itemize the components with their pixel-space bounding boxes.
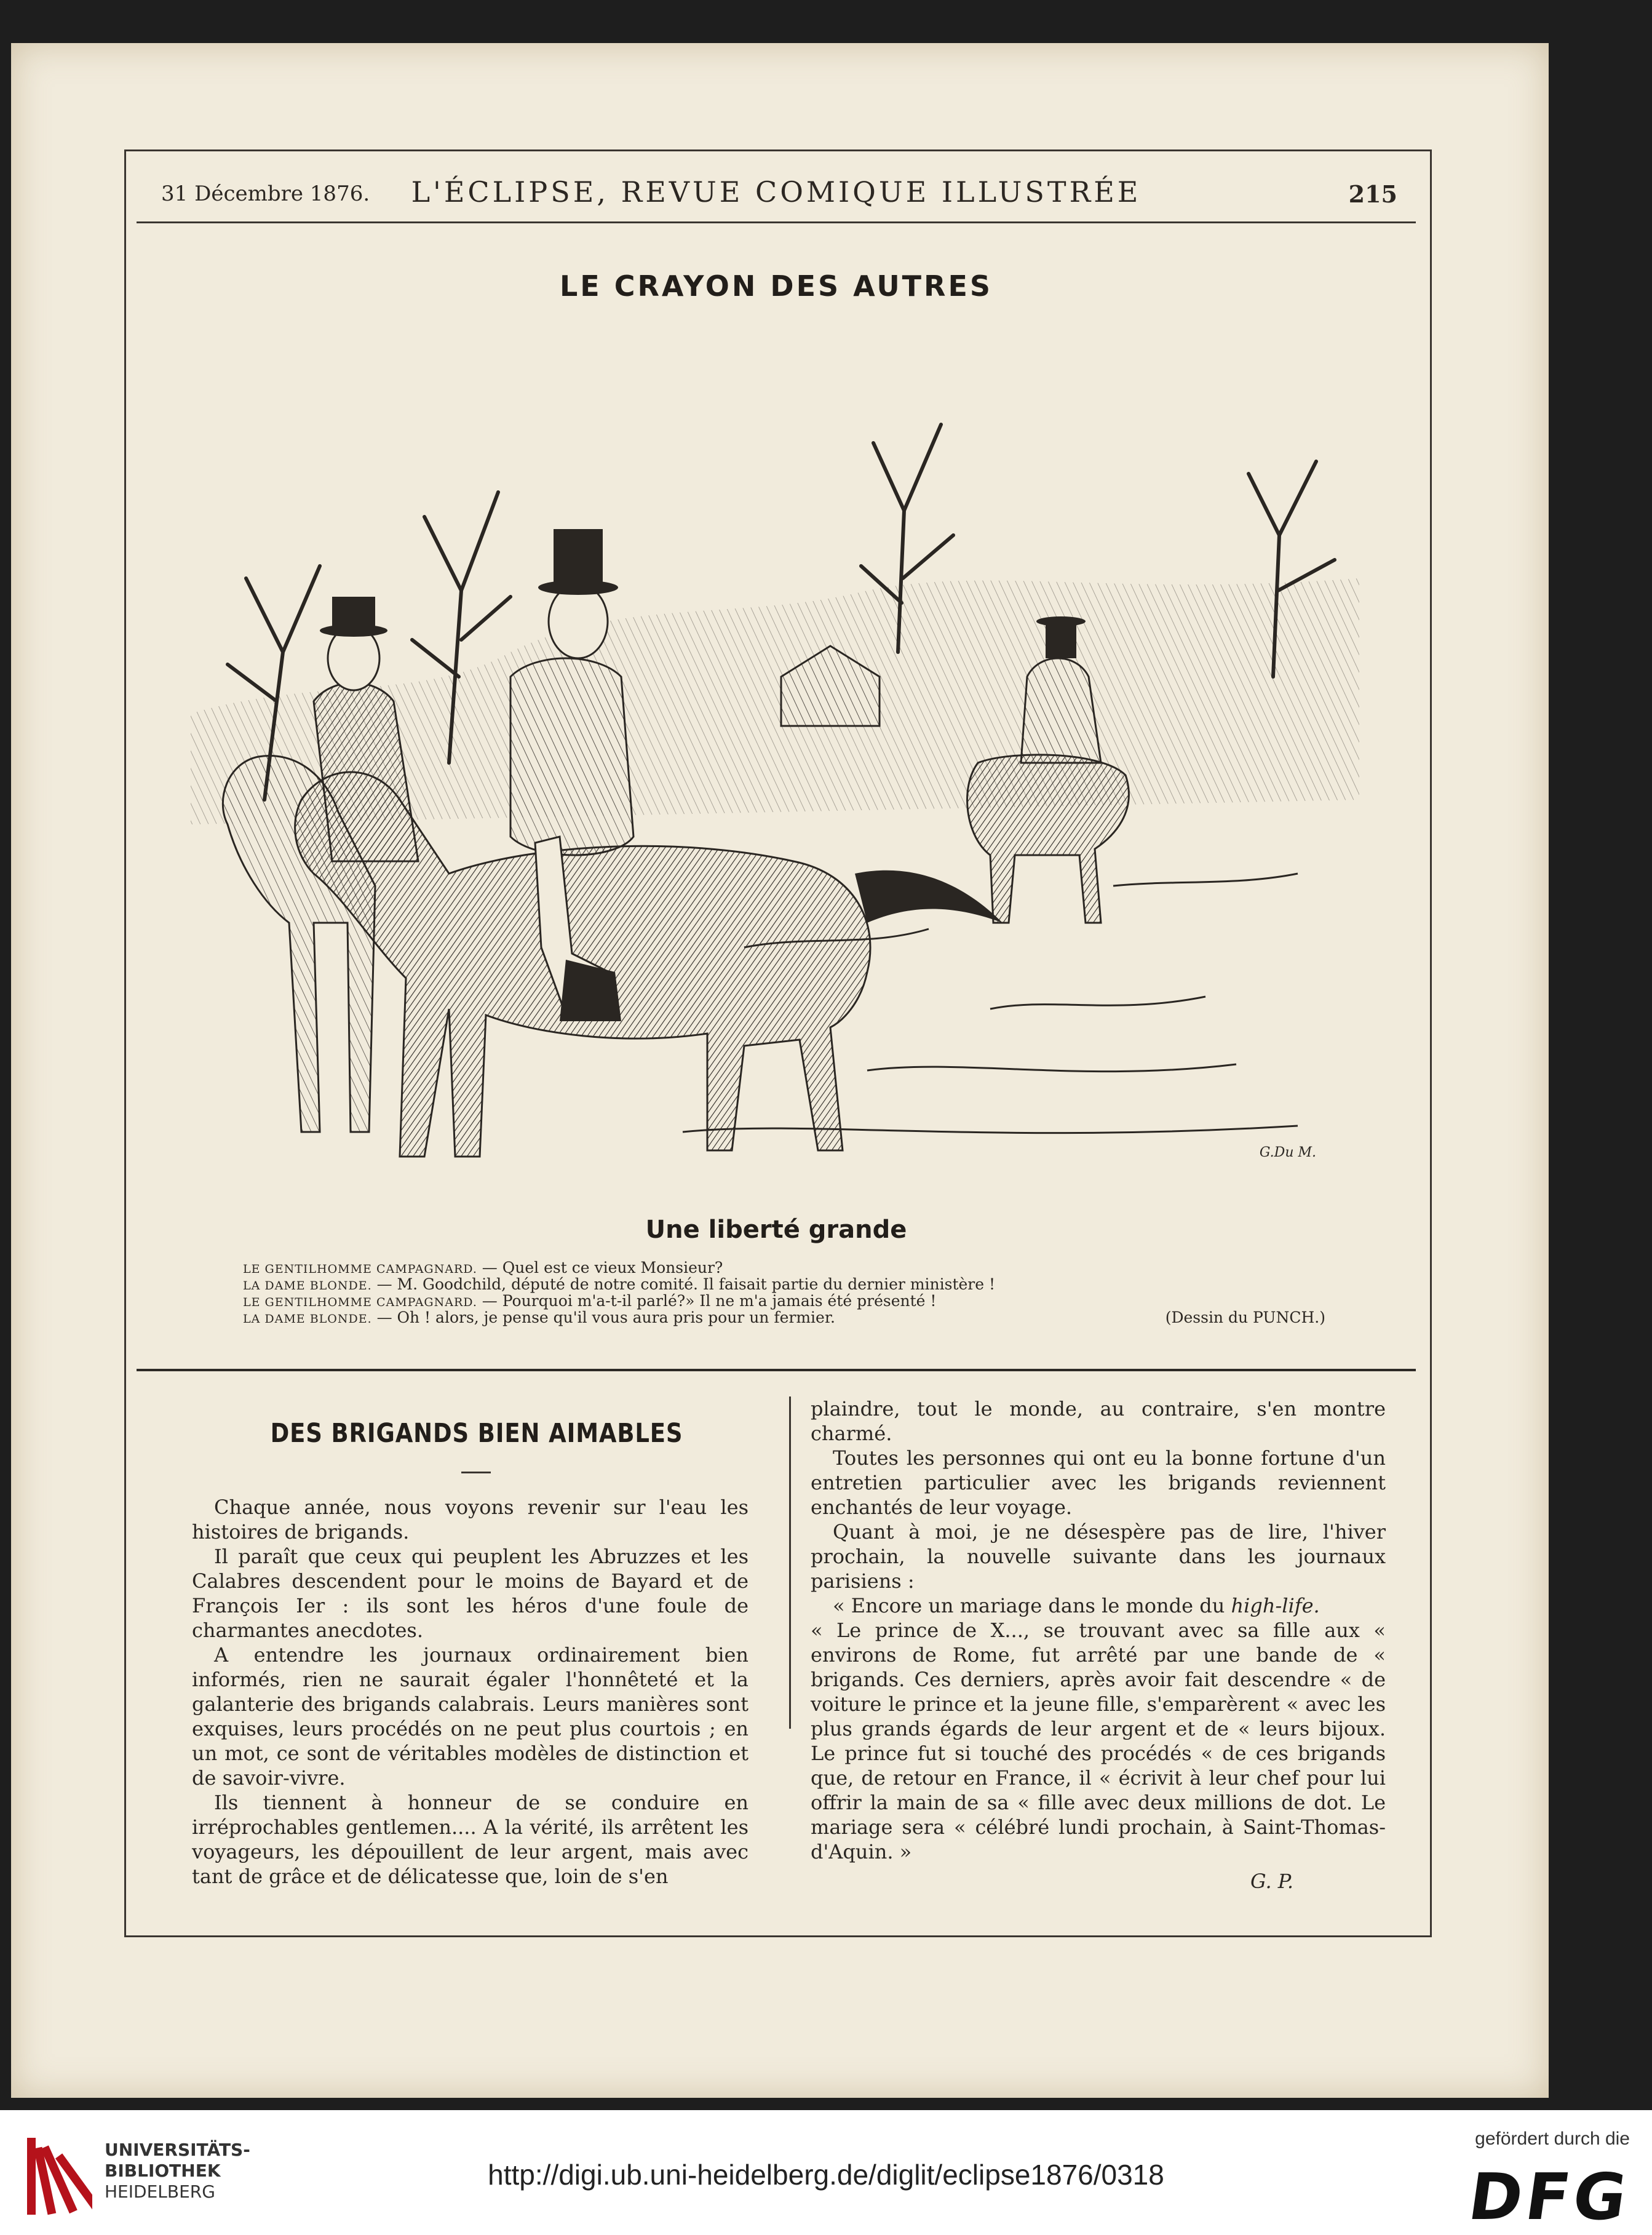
page-number: 215 — [1348, 180, 1397, 208]
speaker-name: LA DAME BLONDE. — [243, 1279, 372, 1293]
header-rule — [137, 221, 1416, 223]
dialogue-line — [243, 1293, 1325, 1309]
issue-date: 31 Décembre 1876. — [161, 181, 370, 206]
artist-signature: G.Du M. — [1259, 1145, 1316, 1160]
article-column-right — [811, 1396, 1386, 1894]
journal-title: L'ÉCLIPSE, REVUE COMIQUE ILLUSTRÉE — [411, 175, 1142, 209]
digitization-footer — [0, 2110, 1652, 2235]
column-rule — [789, 1396, 791, 1729]
quote-intro-text: « Encore un mariage dans le monde du — [833, 1594, 1231, 1617]
paragraph: Toutes les personnes qui ont eu la bonne fortune d'un entretien particulier avec les brigands reviennent enchantés de leur voyage. — [811, 1446, 1386, 1519]
article-title: DES BRIGANDS BIEN AIMABLES — [270, 1418, 683, 1449]
library-name-line1: UNIVERSITÄTS- — [105, 2140, 250, 2160]
article-column-left — [192, 1495, 749, 1889]
paragraph: A entendre les journaux ordinairement bien informés, rien ne saurait égaler l'honnêteté et la galanterie des brigands calabrais. Leurs manières sont exquises, leurs procédés on ne peut plus courtois ; en un mot, ce sont de véritables modèles de distinction et de savoir-vivre. — [192, 1643, 749, 1790]
library-name-line3: HEIDELBERG — [105, 2181, 215, 2202]
quote-intro — [811, 1593, 1386, 1618]
speaker-name: LE GENTILHOMME CAMPAGNARD. — [243, 1262, 477, 1276]
dialogue-text: — M. Goodchild, député de notre comité. Il faisait partie du dernier ministère ! — [371, 1275, 996, 1293]
running-header — [137, 175, 1416, 212]
section-title: LE CRAYON DES AUTRES — [559, 269, 993, 303]
speaker-name: LE GENTILHOMME CAMPAGNARD. — [243, 1296, 477, 1309]
paragraph: Ils tiennent à honneur de se conduire en irréprochables gentlemen.... A la vérité, ils arrêtent les voyageurs, les dépouillent de leur argent, mais avec tant de grâce et de délicatesse que, loin de s'en — [192, 1791, 749, 1888]
quoted-news: « Le prince de X..., se trouvant avec sa fille aux « environs de Rome, fut arrêté par une bande de « brigands. Ces derniers, après avoir fait descendre « de voiture le prince et la jeune fille, s'emparèrent « avec les plus grands égards de leur argent et de « leurs bijoux. Le prince fut si touché des procédés « de ces brigands que, de retour en France, il « écrivit à leur chef pour lui offrir la main de sa « fille avec deux millions de dot. Le mariage sera « célébré lundi prochain, à Saint-Thomas-d'Aquin. » — [811, 1619, 1386, 1863]
caption-title: Une liberté grande — [645, 1216, 907, 1244]
dialogue-line — [243, 1309, 1325, 1326]
section-divider — [137, 1369, 1416, 1371]
dialogue-text: — Oh ! alors, je pense qu'il vous aura pris pour un fermier. — [371, 1309, 835, 1326]
dialogue-text: — Pourquoi m'a-t-il parlé?» Il ne m'a jamais été présenté ! — [477, 1292, 937, 1310]
dfg-logo: DFG — [1464, 2159, 1635, 2234]
paragraph-continuation: plaindre, tout le monde, au contraire, s'en montre charmé. — [811, 1397, 1386, 1445]
author-signature: G. P. — [1250, 1870, 1293, 1893]
drawing-credit: (Dessin du PUNCH.) — [1165, 1309, 1325, 1326]
paragraph: Chaque année, nous voyons revenir sur l'eau les histoires de brigands. — [192, 1496, 749, 1544]
dialogue-line — [243, 1276, 1325, 1293]
funding-text: gefördert durch die — [1475, 2129, 1630, 2149]
speaker-name: LA DAME BLONDE. — [243, 1312, 372, 1326]
dialogue-text: — Quel est ce vieux Monsieur? — [477, 1259, 723, 1277]
quote-intro-italic: high-life. — [1231, 1594, 1320, 1617]
paragraph: Il paraît que ceux qui peuplent les Abruzzes et les Calabres descendent pour le moins de Bayard et de François Ier : ils sont les héros d'une foule de charmantes anecdotes. — [192, 1545, 749, 1642]
dialogue-line — [243, 1259, 1325, 1276]
caption-dialogue — [243, 1259, 1325, 1326]
permalink-url[interactable]: http://digi.ub.uni-heidelberg.de/diglit/eclipse1876/0318 — [488, 2159, 1164, 2191]
engraving-hunting-scene — [191, 332, 1359, 1193]
library-name-line2: BIBLIOTHEK — [105, 2161, 221, 2181]
title-dash — [461, 1472, 491, 1473]
paragraph: Quant à moi, je ne désespère pas de lire, l'hiver prochain, la nouvelle suivante dans les journaux parisiens : — [811, 1520, 1386, 1593]
